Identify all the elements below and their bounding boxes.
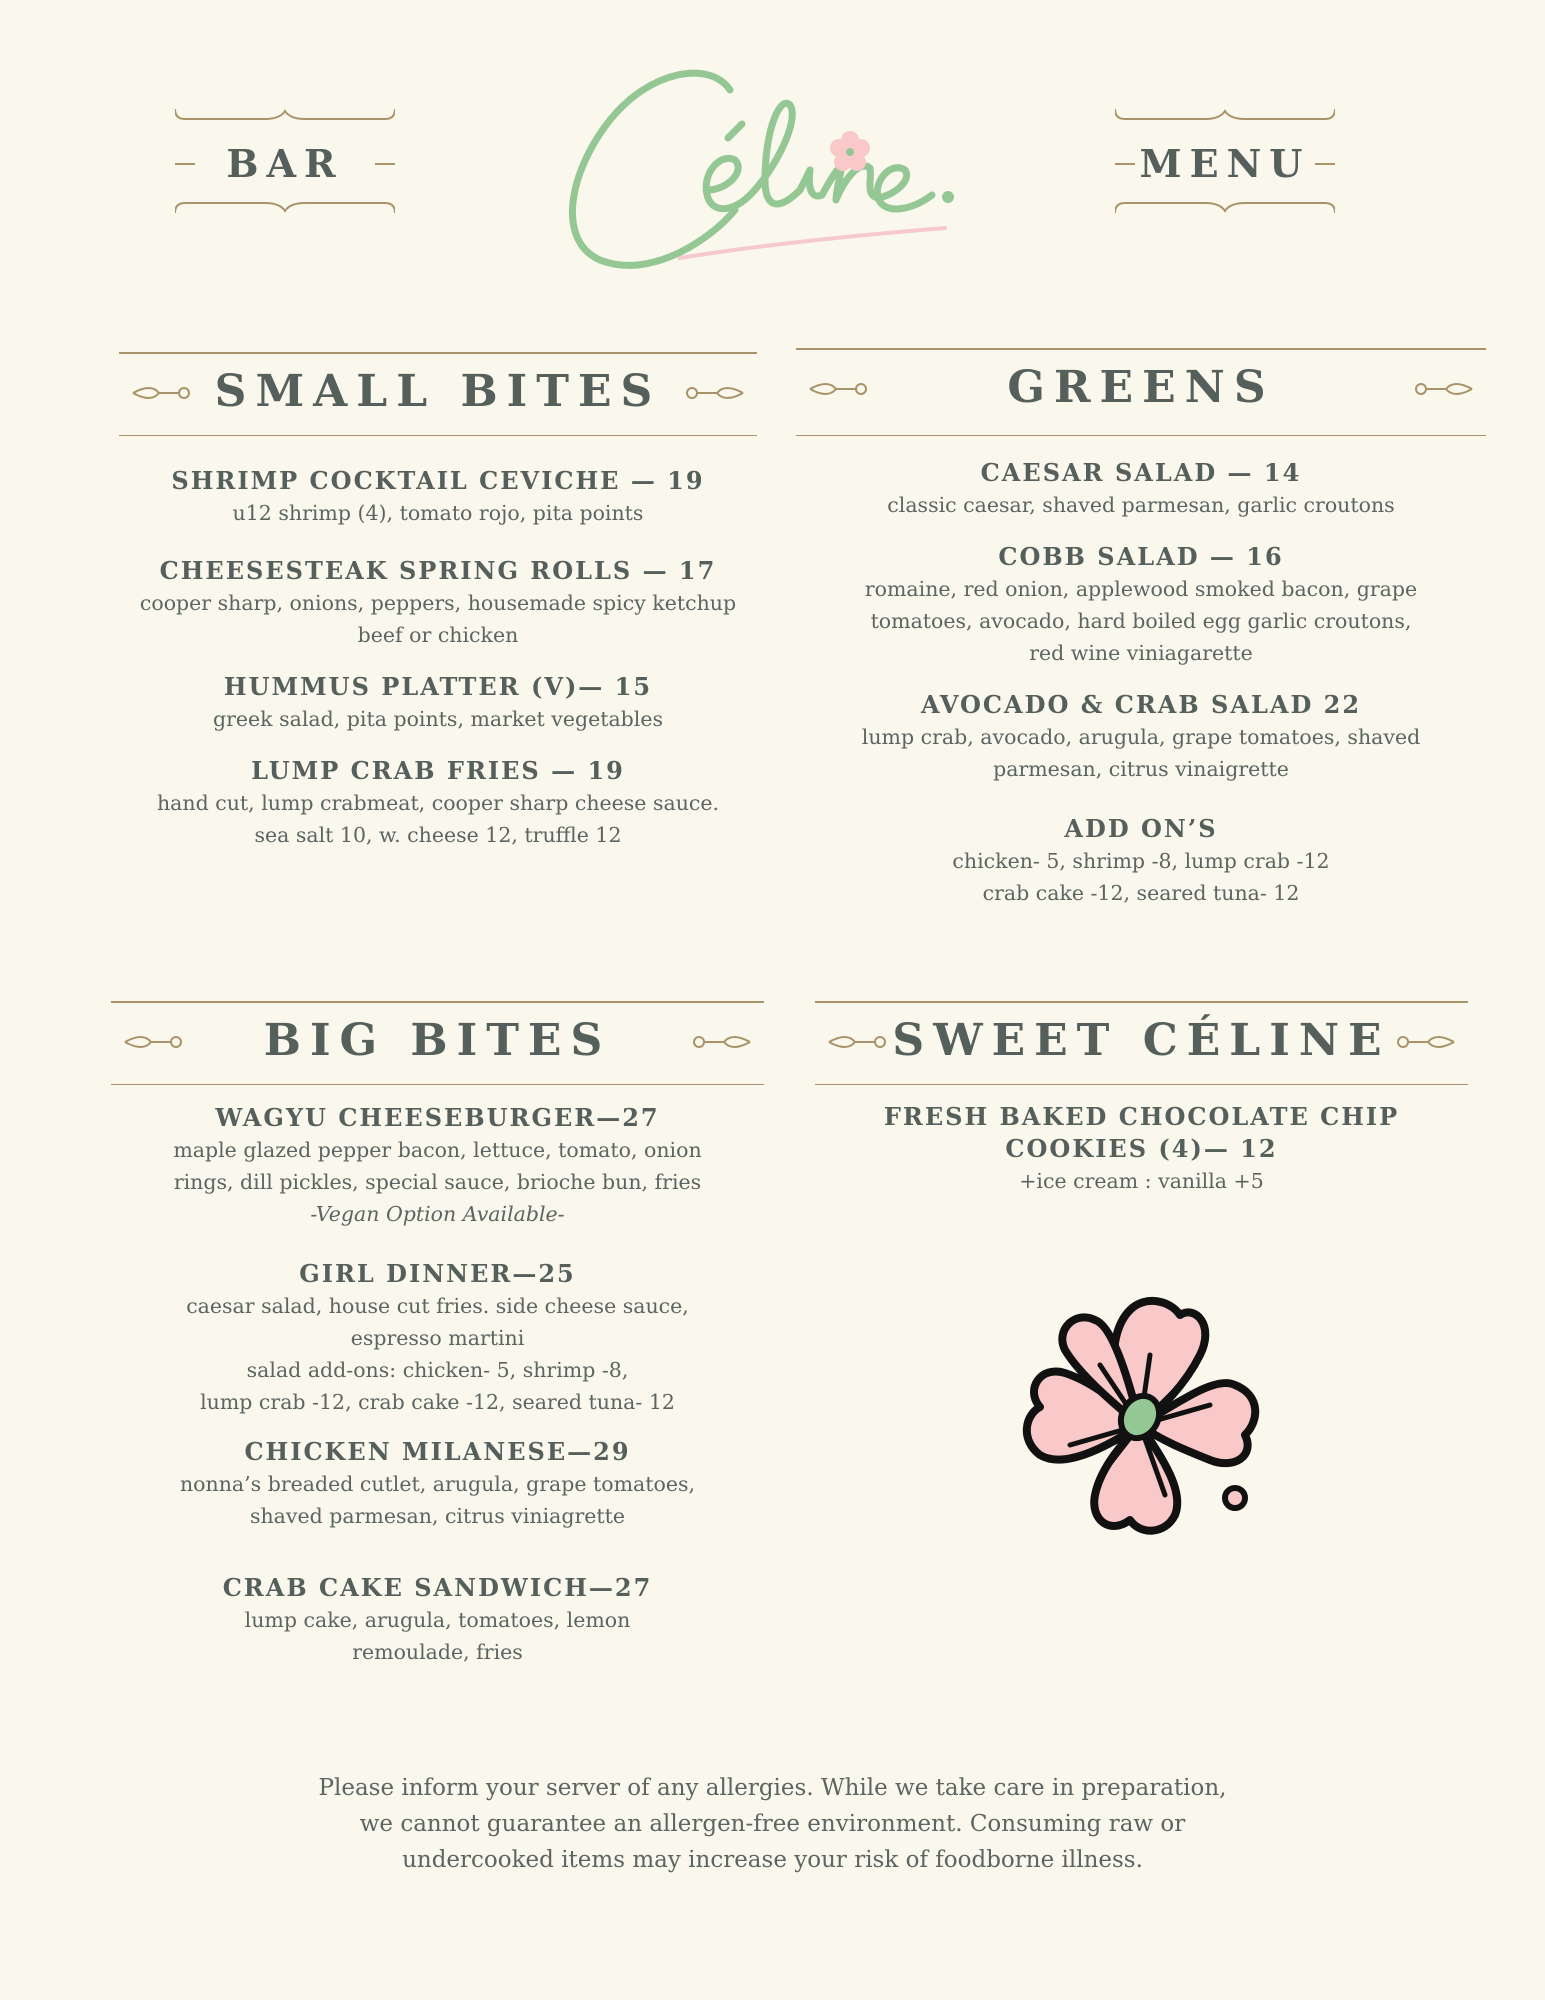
hibiscus-flower-illustration — [1010, 1295, 1270, 1555]
sweet-celine-header — [815, 1001, 1468, 1085]
flower-icon — [1010, 1295, 1270, 1555]
menu-item — [111, 1102, 764, 1230]
small-flower-icon — [830, 131, 870, 171]
flourish-right-icon — [1396, 1030, 1456, 1054]
small-bites-header — [119, 352, 757, 436]
item-desc: rings, dill pickles, special sauce, brioche bun, fries — [173, 1170, 702, 1194]
item-name: CRAB CAKE SANDWICH—27 — [222, 1573, 653, 1602]
item-desc: greek salad, pita points, market vegetables — [213, 707, 663, 731]
item-desc: nonna’s breaded cutlet, arugula, grape tomatoes, — [179, 1472, 696, 1496]
flourish-right-icon — [1414, 377, 1474, 401]
item-desc: romaine, red onion, applewood smoked bacon, grape — [864, 577, 1418, 601]
menu-item — [796, 541, 1486, 669]
item-desc: maple glazed pepper bacon, lettuce, tomato, onion — [173, 1138, 702, 1162]
menu-item — [796, 813, 1486, 909]
item-desc: espresso martini — [350, 1326, 525, 1350]
menu-item — [119, 755, 757, 851]
menu-item — [119, 671, 757, 735]
item-name: WAGYU CHEESEBURGER—27 — [215, 1103, 660, 1132]
item-name: CAESAR SALAD — 14 — [980, 458, 1302, 487]
item-name: AVOCADO & CRAB SALAD 22 — [920, 690, 1362, 719]
sweet-celine-list — [815, 1101, 1468, 1223]
greens-list — [796, 457, 1486, 935]
item-desc: classic caesar, shaved parmesan, garlic croutons — [887, 493, 1395, 517]
flourish-right-icon — [692, 1030, 752, 1054]
item-name: COOKIES (4)— 12 — [1005, 1134, 1278, 1163]
menu-item — [796, 457, 1486, 521]
menu-item — [111, 1436, 764, 1532]
item-desc: hand cut, lump crabmeat, cooper sharp cheese sauce. — [156, 791, 720, 815]
item-name: ADD ON’S — [1064, 814, 1218, 843]
sweet-celine-title: SWEET CÉLINE — [892, 1015, 1391, 1066]
item-desc: salad add-ons: chicken- 5, shrimp -8, — [246, 1358, 629, 1382]
menu-label: MENU — [1139, 141, 1311, 186]
item-desc: tomatoes, avocado, hard boiled egg garlic croutons, — [870, 609, 1412, 633]
vegan-note: -Vegan Option Available- — [310, 1202, 565, 1226]
menu-plaque — [1115, 103, 1335, 223]
flourish-right-icon — [685, 381, 745, 405]
menu-item — [119, 555, 757, 651]
item-name: GIRL DINNER—25 — [299, 1259, 576, 1288]
big-bites-list — [111, 1102, 764, 1694]
item-desc: red wine viniagarette — [1029, 641, 1253, 665]
menu-item — [111, 1258, 764, 1418]
small-bites-title: SMALL BITES — [214, 366, 662, 417]
greens-title: GREENS — [1007, 362, 1275, 413]
greens-header — [796, 348, 1486, 436]
item-desc: remoulade, fries — [352, 1640, 523, 1664]
item-name: LUMP CRAB FRIES — 19 — [251, 756, 625, 785]
menu-item — [119, 465, 757, 529]
item-name: SHRIMP COCKTAIL CEVICHE — 19 — [171, 466, 705, 495]
item-desc: parmesan, citrus vinaigrette — [993, 757, 1289, 781]
item-name: CHICKEN MILANESE—29 — [244, 1437, 631, 1466]
menu-item — [815, 1101, 1468, 1197]
item-desc: u12 shrimp (4), tomato rojo, pita points — [232, 501, 644, 525]
item-desc: lump cake, arugula, tomatoes, lemon — [244, 1608, 631, 1632]
item-name: HUMMUS PLATTER (V)— 15 — [223, 672, 653, 701]
celine-logo — [560, 60, 1000, 280]
item-desc: crab cake -12, seared tuna- 12 — [982, 881, 1300, 905]
item-desc: shaved parmesan, citrus viniagrette — [249, 1504, 626, 1528]
item-name: COBB SALAD — 16 — [998, 542, 1284, 571]
item-desc: chicken- 5, shrimp -8, lump crab -12 — [952, 849, 1330, 873]
item-desc: beef or chicken — [357, 623, 519, 647]
menu-item — [796, 689, 1486, 785]
item-desc: lump crab, avocado, arugula, grape tomatoes, shaved — [861, 725, 1421, 749]
menu-item — [111, 1572, 764, 1668]
big-bites-title: BIG BITES — [263, 1015, 612, 1066]
big-bites-header — [111, 1001, 764, 1085]
celine-script-logo-icon — [560, 60, 1000, 280]
item-name: CHEESESTEAK SPRING ROLLS — 17 — [159, 556, 717, 585]
item-desc: sea salt 10, w. cheese 12, truffle 12 — [254, 823, 622, 847]
item-desc: cooper sharp, onions, peppers, housemade spicy ketchup — [139, 591, 737, 615]
allergy-disclaimer: Please inform your server of any allergies. While we take care in preparation, we cannot guarantee an allergen-free environment. Consuming raw or undercooked items may increase your risk of foodborne illness. — [318, 1775, 1227, 1873]
item-name: FRESH BAKED CHOCOLATE CHIP — [883, 1102, 1400, 1131]
item-desc: lump crab -12, crab cake -12, seared tuna- 12 — [200, 1390, 675, 1414]
item-desc: caesar salad, house cut fries. side cheese sauce, — [186, 1294, 689, 1318]
item-desc: +ice cream : vanilla +5 — [1019, 1169, 1264, 1193]
bar-label: BAR — [226, 141, 344, 186]
small-bites-list — [119, 465, 757, 877]
bar-plaque — [175, 103, 395, 223]
